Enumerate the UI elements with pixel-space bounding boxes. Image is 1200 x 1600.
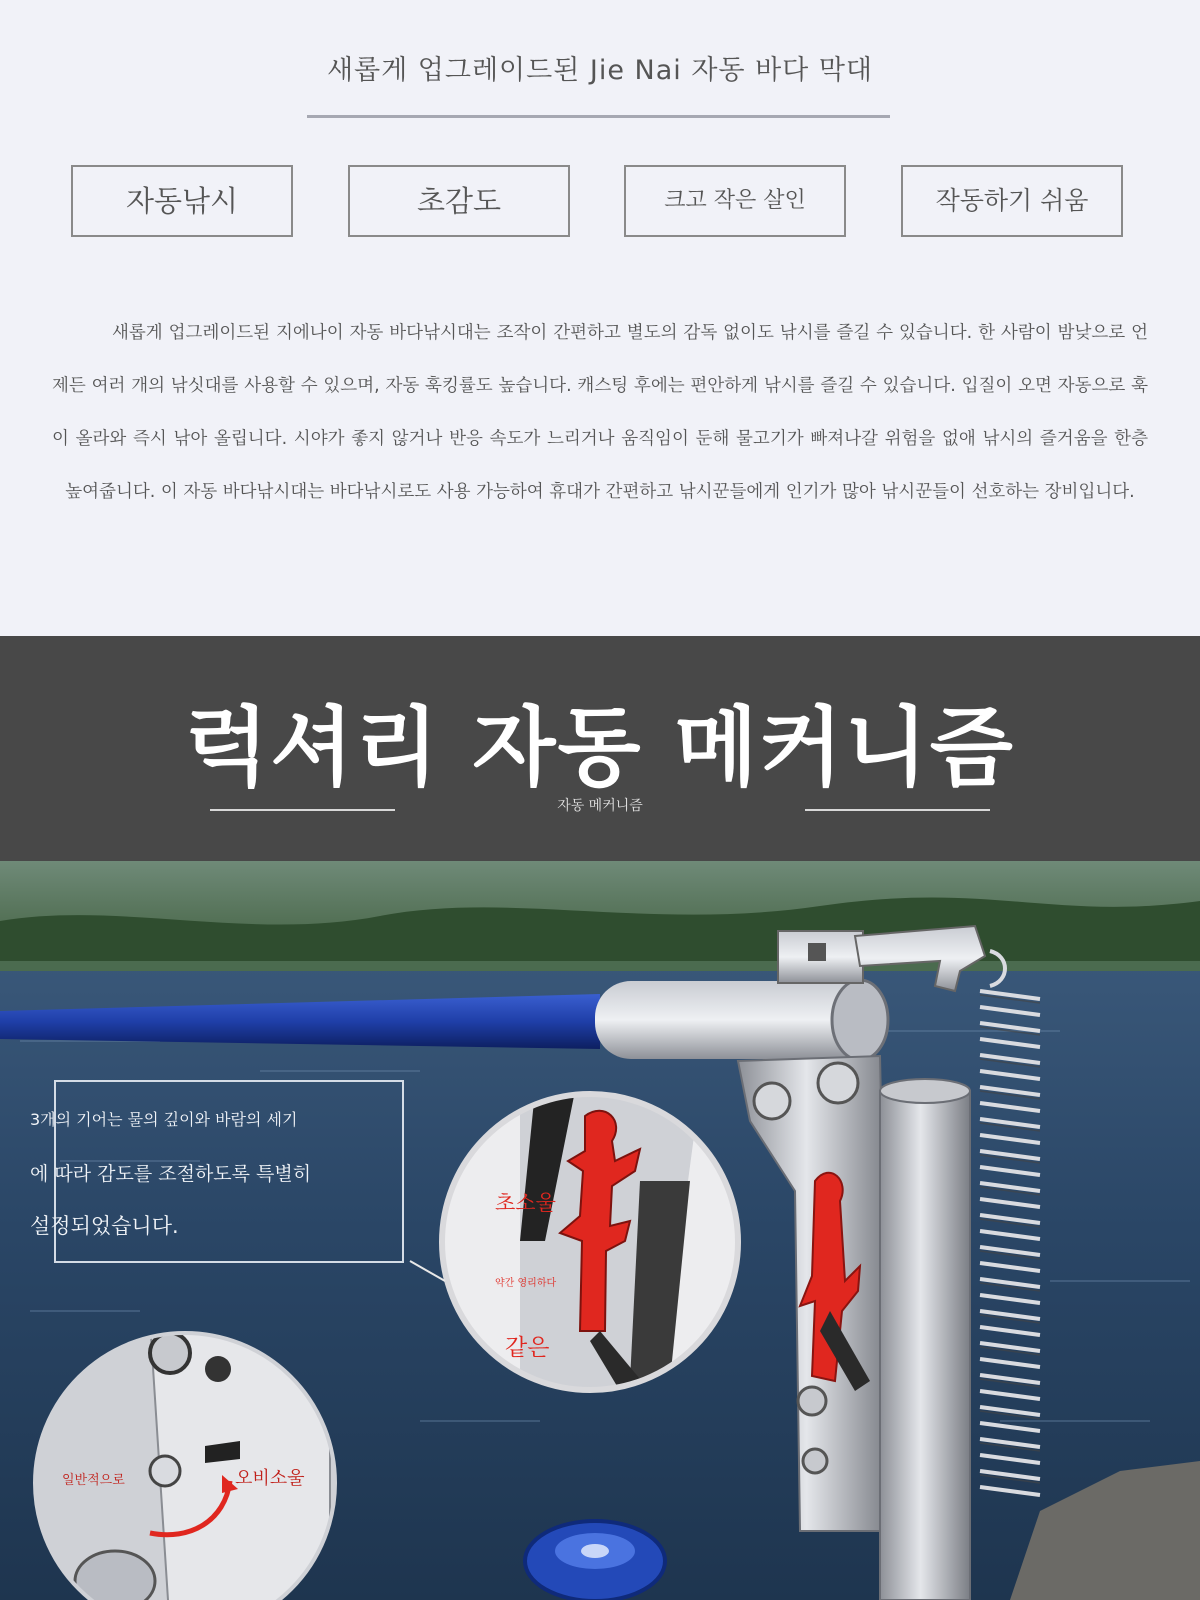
page-title: 새롭게 업그레이드된 Jie Nai 자동 바다 막대 (326, 55, 874, 86)
intro-section (0, 0, 1200, 636)
label-over-mode: 오비소울 (235, 1468, 305, 1489)
product-description (52, 307, 1148, 519)
callout-line-3: 설정되었습니다. (30, 1214, 179, 1238)
feature-high-sensitivity: 초감도 (348, 165, 570, 237)
label-normal-sensitivity: 같은 (505, 1335, 550, 1361)
feature-auto-fishing: 자동낚시 (71, 165, 293, 237)
banner-subtitle: 자동 메커니즘 (557, 798, 643, 814)
callout-line-1: 3개의 기어는 물의 깊이와 바람의 세기 (30, 1110, 298, 1129)
mechanism-banner (0, 636, 1200, 861)
product-photo (0, 861, 1200, 1600)
callout-line-2: 에 따라 감도를 조절하도록 특별히 (30, 1163, 312, 1185)
banner-title: 럭셔리 자동 메커니즘 (185, 698, 1015, 798)
title-divider (307, 115, 890, 118)
feature-big-small-catch: 크고 작은 살인 (624, 165, 846, 237)
feature-easy-operation: 작동하기 쉬움 (901, 165, 1123, 237)
label-normal-mode: 일반적으로 (62, 1473, 125, 1488)
description-text: 새롭게 업그레이드된 지에나이 자동 바다낚시대는 조작이 간편하고 별도의 감독 없이도 낚시를 즐길 수 있습니다. 한 사람이 밤낮으로 언제든 여러 개의 낚싯대를 사용할 수 있으며, 자동 훅킹률도 높습니다. 캐스팅 후에는 편안하게 낚시를 즐길 수 있습니다. 입질이 오면 자동으로 훅이 올라와 즉시 낚아 올립니다. 시야가 좋지 않거나 반응 속도가 느리거나 움직임이 둔해 물고기가 빠져나갈 위험을 없애 낚시의 즐거움을 한층 높여줍니다. 이 자동 바다낚시대는 바다낚시로도 사용 가능하여 휴대가 간편하고 낚시꾼들에게 인기가 많아 낚시꾼들이 선호하는 장비입니다. (52, 323, 1148, 502)
label-slightly-sensitive: 약간 영리하다 (495, 1278, 557, 1289)
label-ultra-sensitive: 초소울 (495, 1191, 556, 1215)
